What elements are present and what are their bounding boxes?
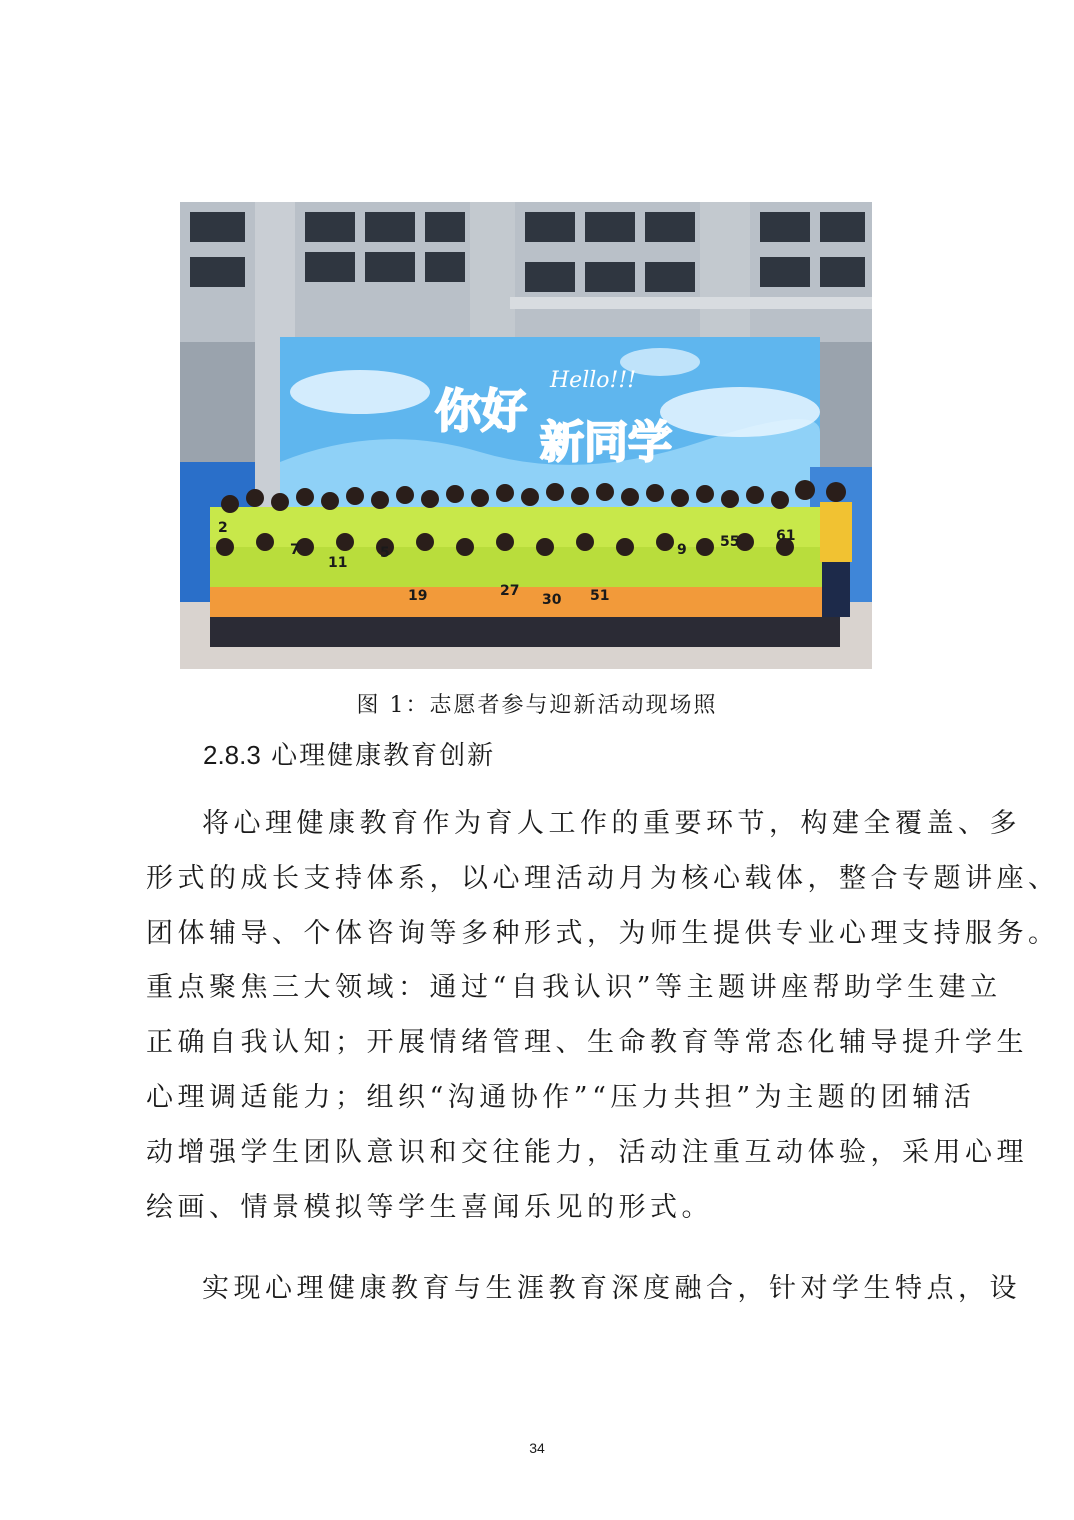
photo-illustration bbox=[180, 202, 872, 669]
banner-text-line1: 你好 bbox=[435, 384, 527, 438]
paragraph-line: 形式的成长支持体系，以心理活动月为核心载体，整合专题讲座、 bbox=[146, 862, 1060, 894]
svg-text:11: 11 bbox=[328, 555, 348, 571]
paragraph-line: 将心理健康教育作为育人工作的重要环节，构建全覆盖、多 bbox=[202, 808, 1021, 839]
svg-text:7: 7 bbox=[290, 542, 300, 558]
page-number: 34 bbox=[529, 1440, 545, 1456]
paragraph-line: 动增强学生团队意识和交往能力，活动注重互动体验，采用心理 bbox=[146, 1136, 1028, 1168]
paragraph-1 bbox=[146, 797, 1060, 1235]
section-number: 2.8.3 bbox=[203, 740, 261, 770]
svg-text:27: 27 bbox=[500, 583, 520, 599]
svg-text:51: 51 bbox=[590, 588, 610, 604]
paragraph-line: 重点聚焦三大领域：通过“自我认识”等主题讲座帮助学生建立 bbox=[146, 972, 1002, 1004]
svg-text:30: 30 bbox=[542, 592, 562, 608]
figure-caption: 图 1：志愿者参与迎新活动现场照 bbox=[356, 693, 718, 718]
svg-text:2: 2 bbox=[218, 520, 228, 536]
svg-text:5: 5 bbox=[380, 545, 390, 561]
paragraph-line: 绘画、情景模拟等学生喜闻乐见的形式。 bbox=[146, 1191, 713, 1223]
volunteer-group-photo bbox=[180, 202, 872, 669]
paragraph-line: 正确自我认知；开展情绪管理、生命教育等常态化辅导提升学生 bbox=[146, 1027, 1028, 1059]
svg-text:55: 55 bbox=[720, 534, 740, 550]
section-heading bbox=[203, 735, 495, 772]
banner-hello: Hello!!! bbox=[550, 368, 637, 393]
paragraph-line: 心理调适能力；组织“沟通协作”“压力共担”为主题的团辅活 bbox=[146, 1081, 976, 1113]
svg-text:61: 61 bbox=[776, 528, 796, 544]
svg-text:9: 9 bbox=[677, 542, 687, 558]
paragraph-2 bbox=[146, 1262, 1021, 1317]
paragraph-line: 团体辅导、个体咨询等多种形式，为师生提供专业心理支持服务。 bbox=[146, 917, 1060, 949]
banner-text-line2: 新同学 bbox=[540, 417, 672, 468]
paragraph-line: 实现心理健康教育与生涯教育深度融合，针对学生特点，设 bbox=[202, 1273, 1021, 1304]
section-title: 心理健康教育创新 bbox=[271, 741, 496, 771]
svg-text:19: 19 bbox=[408, 588, 428, 604]
